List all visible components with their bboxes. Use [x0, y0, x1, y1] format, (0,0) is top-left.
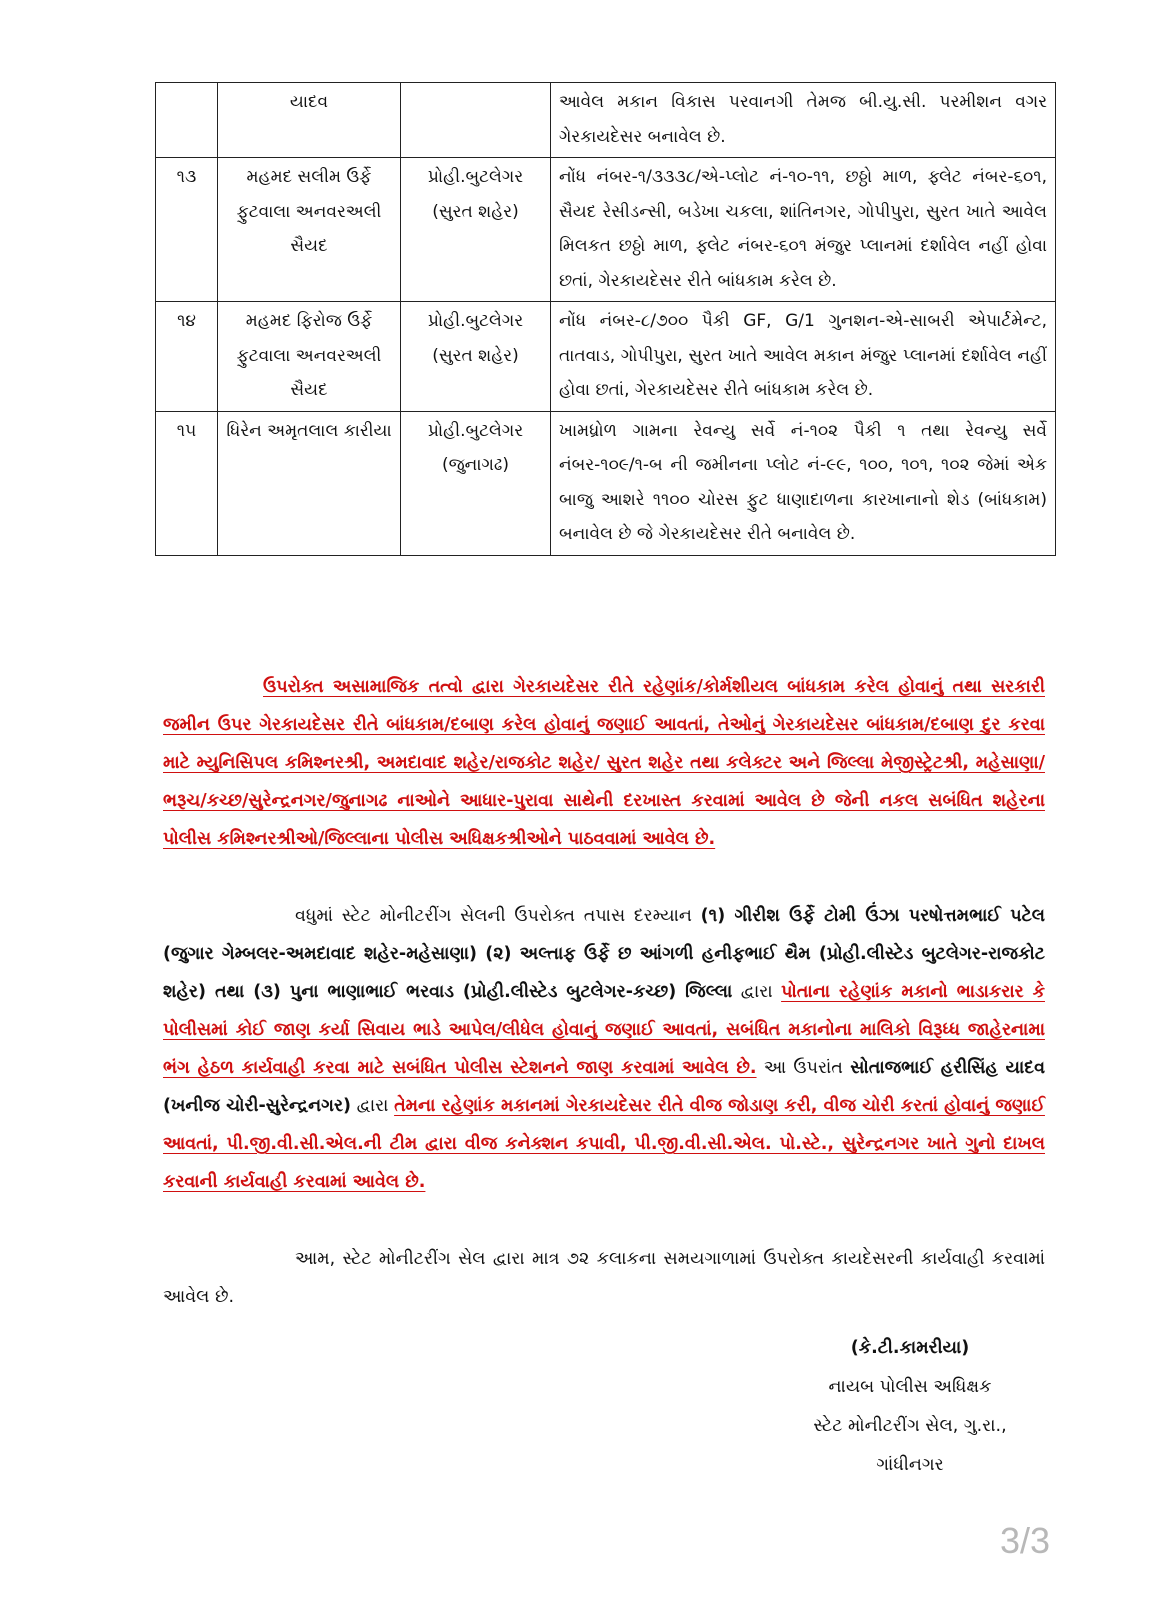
findings-paragraph	[163, 897, 1045, 1201]
by-text-2: દ્વારા	[356, 1096, 389, 1116]
category-cell: પ્રોહી.બુટલેગર (સુરત શહેર)	[401, 158, 551, 302]
signatory-place: ગાંધીનગર	[876, 1455, 944, 1475]
person-name-cell: ધિરેન અમૃતલાલ કારીયા	[218, 411, 401, 555]
persons-list: (૧) ગીરીશ ઉર્ફે ટોમી ઉંઝા પરષોત્તમભાઈ પટેલ (જુગાર ગેમ્બલર-અમદાવાદ શહેર-મહેસાણા) (૨) અલ્તાફ ઉર્ફે છ આંગળી હનીફભાઈ થૈમ (પ્રોહી.લીસ્ટેડ બુટલેગર-રાજકોટ શહેર) તથા (૩) પુના ભાણાભાઈ ભરવાડ (પ્રોહી.લીસ્ટેડ બુટલેગર-કચ્છ) જિલ્લા	[163, 906, 1045, 1002]
person-name-cell: મહમદ સલીમ ઉર્ફે ફુટવાલા અનવરઅલી સૈયદ	[218, 158, 401, 302]
serial-number-cell: ૧૪	[156, 302, 218, 412]
serial-number-cell	[156, 83, 218, 158]
description-cell: ખામધ્રોળ ગામના રેવન્યુ સર્વે નં-૧૦૨ પૈકી ૧ તથા રેવન્યુ સર્વે નંબર-૧૦૯/૧-બ ની જમીનના પ્લોટ નં-૯૯, ૧૦૦, ૧૦૧, ૧૦૨ જેમાં એક બાજુ આશરે ૧૧૦૦ ચોરસ ફુટ ધાણાદાળના કારખાનાનો શેડ (બાંધકામ) બનાવેલ છે જે ગેરકાયદેસર રીતે બનાવેલ છે.	[551, 411, 1056, 555]
signatory-unit: સ્ટેટ મોનીટરીંગ સેલ, ગુ.રા.,	[813, 1416, 1007, 1436]
person-four: સોતાજભાઈ હરીસિંહ યાદવ (ખનીજ ચોરી-સુરેન્દ્રનગર)	[163, 1058, 1045, 1116]
category-cell: પ્રોહી.બુટલેગર (જુનાગઢ)	[401, 411, 551, 555]
addition-text: આ ઉપરાંત	[763, 1058, 843, 1078]
action-summary-paragraph	[163, 668, 1045, 858]
table-row	[156, 158, 1056, 302]
serial-number-cell: ૧૩	[156, 158, 218, 302]
table-row	[156, 411, 1056, 555]
electricity-theft-finding-text: તેમના રહેણાંક મકાનમાં ગેરકાયદેસર રીતે વીજ જોડાણ કરી, વીજ ચોરી કરતાં હોવાનું જણાઈ આવતાં, પી.જી.વી.સી.એલ.ની ટીમ દ્વારા વીજ કનેક્શન કપાવી, પી.જી.વી.સી.એલ. પો.સ્ટે., સુરેન્દ્રનગર ખાતે ગુનો દાખલ કરવાની કાર્યવાહી કરવામાં આવેલ છે.	[163, 1096, 1045, 1192]
description-cell: આવેલ મકાન વિકાસ પરવાનગી તેમજ બી.યુ.સી. પરમીશન વગર ગેરકાયદેસર બનાવેલ છે.	[551, 83, 1056, 158]
findings-intro: વધુમાં સ્ટેટ મોનીટરીંગ સેલની ઉપરોક્ત તપાસ દરમ્યાન	[295, 906, 692, 926]
highlighted-action-text: ઉપરોક્ત અસામાજિક તત્વો દ્વારા ગેરકાયદેસર રીતે રહેણાંક/કોર્મશીયલ બાંધકામ કરેલ હોવાનું તથા સરકારી જમીન ઉપર ગેરકાયદેસર રીતે બાંધકામ/દબાણ કરેલ હોવાનું જણાઈ આવતાં, તેઓનું ગેરકાયદેસર બાંધકામ/દબાણ દુર કરવા માટે મ્યુનિસિપલ કમિશ્નરશ્રી, અમદાવાદ શહેર/રાજકોટ શહેર/ સુરત શહેર તથા કલેક્ટર અને જિલ્લા મેજીસ્ટ્રેટશ્રી, મહેસાણા/ભરૂચ/કચ્છ/સુરેન્દ્રનગર/જુનાગઢ નાઓને આધાર-પુરાવા સાથેની દરખાસ્ત કરવામાં આવેલ છે જેની નકલ સબંધિત શહેરના પોલીસ કમિશ્નરશ્રીઓ/જિલ્લાના પોલીસ અધિક્ષકશ્રીઓને પાઠવવામાં આવેલ છે.	[163, 677, 1045, 849]
page-number: 3/3	[1000, 1520, 1051, 1561]
conclusion-text: આમ, સ્ટેટ મોનીટરીંગ સેલ દ્વારા માત્ર ૭૨ કલાકના સમયગાળામાં ઉપરોક્ત કાયદેસરની કાર્યવાહી કરવામાં આવેલ છે.	[163, 1249, 1045, 1307]
table-row	[156, 302, 1056, 412]
description-cell: નોંધ નંબર-૮/૭૦૦ પૈકી GF, G/1 ગુનશન-એ-સાબરી એપાર્ટમેન્ટ, તાતવાડ, ગોપીપુરા, સુરત ખાતે આવેલ મકાન મંજુર પ્લાનમાં દર્શાવેલ નહીં હોવા છતાં, ગેરકાયદેસર રીતે બાંધકામ કરેલ છે.	[551, 302, 1056, 412]
rental-finding-text: પોતાના રહેણાંક મકાનો ભાડાકરાર કે પોલીસમાં કોઈ જાણ કર્યા સિવાય ભાડે આપેલ/લીધેલ હોવાનું જણાઈ આવતાં, સબંધિત મકાનોના માલિકો વિરૂધ્ધ જાહેરનામા ભંગ હેઠળ કાર્યવાહી કરવા માટે સબંધિત પોલીસ સ્ટેશનને જાણ કરવામાં આવેલ છે.	[163, 982, 1045, 1078]
signatory-designation: નાયબ પોલીસ અધિક્ષક	[828, 1377, 992, 1397]
table-row	[156, 83, 1056, 158]
description-cell: નોંધ નંબર-૧/૩૩૩૮/એ-પ્લોટ નં-૧૦-૧૧, છઠ્ઠો માળ, ફ્લેટ નંબર-૬૦૧, સૈયદ રેસીડન્સી, બડેખા ચકલા, શાંતિનગર, ગોપીપુરા, સુરત ખાતે આવેલ મિલકત છઠ્ઠો માળ, ફ્લેટ નંબર-૬૦૧ મંજુર પ્લાનમાં દર્શાવેલ નહીં હોવા છતાં, ગેરકાયદેસર રીતે બાંધકામ કરેલ છે.	[551, 158, 1056, 302]
category-cell	[401, 83, 551, 158]
signatory-name: (કે.ટી.કામરીયા)	[850, 1338, 970, 1358]
by-text: દ્વારા	[740, 982, 773, 1002]
person-name-cell: મહમદ ફિરોજ ઉર્ફે ફુટવાલા અનવરઅલી સૈયદ	[218, 302, 401, 412]
serial-number-cell: ૧૫	[156, 411, 218, 555]
records-table	[155, 82, 1056, 556]
person-name-cell: યાદવ	[218, 83, 401, 158]
category-cell: પ્રોહી.બુટલેગર (સુરત શહેર)	[401, 302, 551, 412]
conclusion-paragraph	[163, 1240, 1045, 1316]
